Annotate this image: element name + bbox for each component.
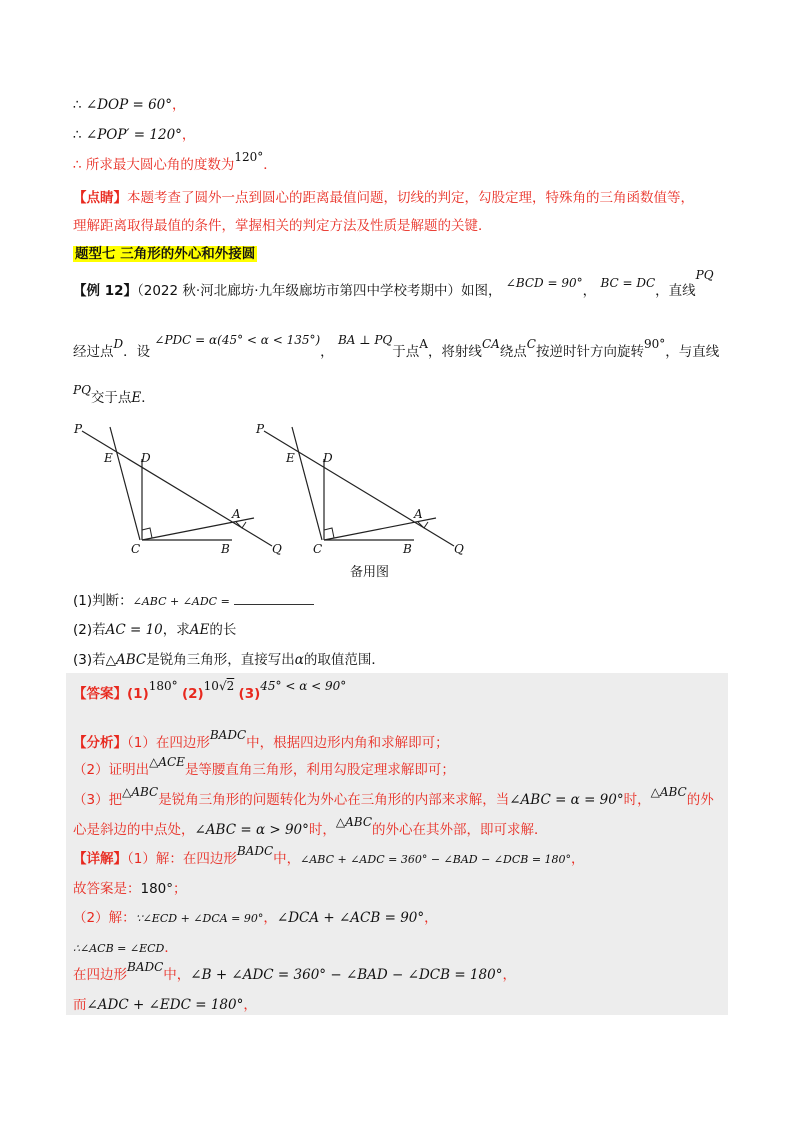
label-p: P	[256, 422, 265, 436]
punct: ．	[263, 157, 277, 173]
answer-line	[73, 679, 347, 704]
rotation-angle: 90°	[643, 337, 666, 351]
q2-end: 的长	[209, 622, 237, 638]
detail-line-4	[73, 938, 178, 959]
q1-prefix: (1)判断：	[73, 593, 133, 609]
answer-value-3: 45° < α < 90°	[260, 679, 347, 693]
q2-prefix: (2)若	[73, 622, 106, 638]
point-c: C	[526, 337, 536, 351]
point-a: A	[419, 337, 428, 351]
q2-suffix: ，求	[162, 622, 190, 638]
detail-line-5	[73, 960, 516, 985]
condition-bc-dc: BC = DC	[600, 276, 656, 290]
text-at: 于点	[392, 344, 420, 360]
figure-spare	[255, 422, 464, 580]
note-label: 【点睛】	[73, 190, 127, 206]
answer-value-1: 180°	[148, 679, 178, 693]
equation-adc-edc: ∠ADC + ∠EDC = 180°	[86, 997, 244, 1013]
conclusion-text: ∴ 所求最大圆心角的度数为	[73, 157, 235, 173]
triangle-ace: △ACE	[149, 755, 185, 769]
punct: ，	[172, 97, 186, 113]
example-label: 【例 12】	[73, 283, 137, 299]
text: 故答案是：	[73, 881, 141, 897]
equation-dca-acb: ∠DCA + ∠ACB = 90°	[276, 910, 425, 926]
label-d: D	[141, 451, 151, 465]
detail-line-1	[73, 844, 585, 870]
example-line-1	[73, 268, 714, 301]
q3-alpha: α	[294, 652, 304, 668]
label-c: C	[313, 542, 323, 556]
condition-angle-bcd: ∠BCD = 90°	[505, 276, 583, 290]
conclusion-value: 120°	[234, 150, 264, 164]
text-around: 绕点	[499, 344, 527, 360]
text: 时，	[623, 792, 651, 808]
note-text-2: 理解距离取得最值的条件，掌握相关的判定方法及性质是解题的关键．	[73, 218, 492, 234]
quad-badc: BADC	[236, 844, 274, 858]
answer-label: 【答案】	[73, 686, 127, 702]
prev-line-2	[73, 125, 195, 145]
text: 在四边形	[73, 967, 127, 983]
label-d: D	[323, 451, 333, 465]
therefore-symbol: ∴	[73, 127, 82, 143]
text-intersect: 交于点	[90, 390, 132, 406]
text-set: ．设	[123, 344, 151, 360]
punct: ；	[173, 881, 187, 897]
detail-line-3	[73, 908, 438, 929]
punct: ，	[582, 283, 597, 299]
text: 的外	[686, 792, 714, 808]
q3-end: 的取值范围．	[303, 652, 385, 668]
text: （1）在四边形	[127, 735, 210, 751]
answer-value-2-coef: 10	[203, 679, 219, 693]
label-c: C	[131, 542, 141, 556]
analysis-line-1	[73, 728, 449, 753]
text: 而	[73, 997, 87, 1013]
triangle-abc: △ABC	[122, 785, 159, 799]
answer-value-2-radicand: 2	[226, 679, 235, 693]
answer-180: 180°	[140, 881, 174, 897]
analysis-line-2	[73, 755, 455, 780]
q3-mid: 是锐角三角形，直接写出	[146, 652, 295, 668]
figure-caption: 备用图	[350, 565, 390, 580]
punct: ．	[164, 940, 178, 956]
detail-line-6	[73, 995, 257, 1015]
point-d: D	[113, 337, 124, 351]
analysis-line-3	[73, 785, 714, 810]
text-rotate: 按逆时针方向旋转	[535, 344, 644, 360]
text: 是锐角三角形的问题转化为外心在三角形的内部来求解，当	[158, 792, 510, 808]
note-text-1: 本题考查了圆外一点到圆心的距离最值问题，切线的判定，勾股定理，特殊角的三角函数值等，	[127, 190, 694, 206]
perpendicular-condition: BA ⊥ PQ	[337, 333, 393, 347]
punct: ，	[424, 910, 438, 926]
label-e: E	[104, 451, 113, 465]
figure-main	[73, 422, 282, 556]
text-ray: ，将射线	[427, 344, 482, 360]
punct: ，	[571, 851, 585, 867]
solution-panel	[66, 673, 728, 1015]
angle-definition: ∠PDC = α(45° < α < 135°)	[154, 333, 321, 347]
text-with-line: ，与直线	[665, 344, 720, 360]
text: （2）证明出	[73, 762, 150, 778]
text: 是等腰直角三角形，利用勾股定理求解即可；	[184, 762, 455, 778]
note-line-2	[73, 216, 492, 236]
note-line-1	[73, 188, 694, 208]
answer-blank[interactable]	[234, 592, 314, 605]
text: 心是斜边的中点处，	[73, 822, 195, 838]
q1-expression: ∠ABC + ∠ADC =	[132, 595, 230, 608]
label-b: B	[403, 542, 412, 556]
label-q: Q	[272, 542, 282, 556]
punct: ，	[181, 127, 196, 143]
section-title	[73, 244, 257, 264]
equation-acb-ecd: ∴∠ACB = ∠ECD	[73, 942, 165, 955]
condition-right: ∠ABC = α = 90°	[509, 792, 624, 808]
condition-obtuse: ∠ABC = α > 90°	[194, 822, 309, 838]
point-e: E	[131, 390, 142, 406]
detail-line-2	[73, 879, 187, 899]
q3-prefix: (3)若	[73, 652, 106, 668]
triangle-abc: △ABC	[335, 815, 373, 829]
triangle-abc: △ABC	[650, 785, 687, 799]
prev-line-1	[73, 95, 186, 115]
example-source: （2022 秋·河北廊坊·九年级廊坊市第四中学校考期中）如图，	[137, 283, 502, 299]
text: 的外心在其外部，即可求解．	[372, 822, 548, 838]
line-pq-label: PQ	[73, 383, 91, 397]
answer-value-2: 10√2	[203, 679, 235, 693]
angle-dop: ∠DOP = 60°	[85, 97, 172, 113]
example-line-3	[73, 383, 155, 408]
answer-part-2: (2)	[181, 686, 204, 702]
q2-condition: AC = 10	[105, 622, 163, 638]
text: 中，	[163, 967, 191, 983]
punct: ，	[502, 967, 516, 983]
therefore-symbol: ∴	[73, 97, 82, 113]
label-p: P	[74, 422, 83, 436]
geometry-figures	[60, 418, 490, 583]
quad-badc: BADC	[127, 960, 164, 974]
text: （1）解：在四边形	[127, 851, 237, 867]
analysis-line-4	[73, 815, 548, 840]
text: 中，	[273, 851, 301, 867]
example-line-2	[73, 333, 720, 362]
q3-triangle: △ABC	[105, 652, 147, 668]
label-e: E	[286, 451, 295, 465]
punct: ，	[263, 910, 277, 926]
punct: ．	[141, 390, 155, 406]
label-q: Q	[454, 542, 464, 556]
analysis-label: 【分析】	[73, 735, 127, 751]
question-3	[73, 650, 385, 670]
text-line: ，直线	[655, 283, 696, 299]
quad-badc: BADC	[209, 728, 247, 742]
label-b: B	[221, 542, 230, 556]
question-2	[73, 620, 236, 640]
label-a: A	[414, 507, 423, 521]
text: 中，根据四边形内角和求解即可；	[246, 735, 449, 751]
text-pass: 经过点	[73, 344, 114, 360]
detail-label: 【详解】	[73, 851, 127, 867]
answer-part-1: (1)	[127, 686, 149, 702]
angle-sum-equation: ∠ABC + ∠ADC = 360° − ∠BAD − ∠DCB = 180°	[300, 853, 572, 866]
text: （3）把	[73, 792, 123, 808]
text: 时，	[308, 822, 336, 838]
question-1	[73, 591, 314, 612]
section-title-text: 题型七 三角形的外心和外接圆	[75, 246, 256, 262]
punct: ，	[320, 344, 334, 360]
answer-part-3: (3)	[238, 686, 261, 702]
ray-ca: CA	[481, 337, 500, 351]
text: （2）解：	[73, 910, 136, 926]
angle-pop: ∠POP′ = 120°	[85, 127, 182, 143]
prev-line-3	[73, 150, 277, 175]
equation-ecd-dca: ∵∠ECD + ∠DCA = 90°	[135, 912, 264, 925]
q2-segment: AE	[189, 622, 210, 638]
equation-b-adc: ∠B + ∠ADC = 360° − ∠BAD − ∠DCB = 180°	[190, 967, 503, 983]
label-a: A	[232, 507, 241, 521]
line-pq-label: PQ	[695, 268, 714, 282]
punct: ，	[243, 997, 257, 1013]
